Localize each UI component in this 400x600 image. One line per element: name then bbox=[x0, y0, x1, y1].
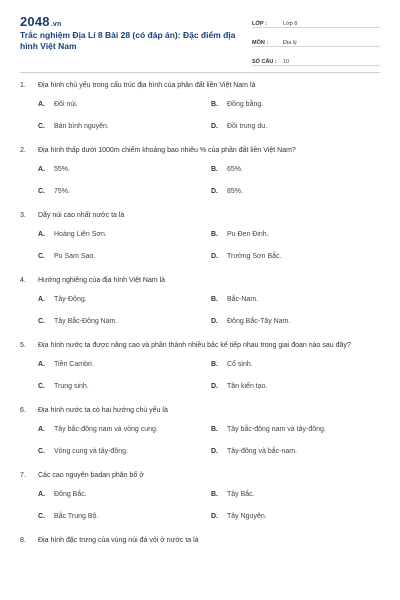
option-label: C. bbox=[38, 188, 45, 195]
answer-option-d[interactable] bbox=[193, 316, 366, 327]
answer-option-d[interactable] bbox=[193, 186, 366, 197]
answer-option-a[interactable] bbox=[20, 229, 193, 240]
answer-option-a[interactable] bbox=[20, 359, 193, 370]
question-text: Các cao nguyên badan phân bố ở bbox=[38, 472, 144, 479]
option-label: D. bbox=[211, 188, 218, 195]
option-label: D. bbox=[211, 383, 218, 390]
option-text: 75%. bbox=[54, 188, 70, 195]
meta-count-row bbox=[252, 52, 380, 66]
option-label: C. bbox=[38, 383, 45, 390]
question-number: 7. bbox=[20, 472, 26, 479]
question-number: 3. bbox=[20, 212, 26, 219]
option-label: B. bbox=[211, 296, 218, 303]
answer-option-c[interactable] bbox=[20, 316, 193, 327]
option-label: B. bbox=[211, 101, 218, 108]
option-text: Đồi núi. bbox=[54, 101, 78, 108]
answer-option-c[interactable] bbox=[20, 186, 193, 197]
logo-suffix: .vn bbox=[50, 21, 62, 28]
question-item bbox=[20, 340, 380, 392]
answer-option-c[interactable] bbox=[20, 511, 193, 522]
question-text: Địa hình nước ta có hai hướng chủ yếu là bbox=[38, 407, 168, 414]
page-header bbox=[0, 0, 400, 70]
option-text: Cổ sinh. bbox=[227, 361, 253, 368]
answer-option-a[interactable] bbox=[20, 294, 193, 305]
quiz-meta bbox=[252, 14, 380, 71]
question-number: 1. bbox=[20, 82, 26, 89]
option-text: Pu Đen Đinh. bbox=[227, 231, 269, 238]
option-label: A. bbox=[38, 491, 45, 498]
question-list bbox=[20, 80, 380, 559]
answer-option-c[interactable] bbox=[20, 446, 193, 457]
option-text: Bắc-Nam. bbox=[227, 296, 259, 303]
answer-option-a[interactable] bbox=[20, 99, 193, 110]
option-text: 55%. bbox=[54, 166, 70, 173]
option-label: C. bbox=[38, 123, 45, 130]
question-number: 5. bbox=[20, 342, 26, 349]
question-number: 8. bbox=[20, 537, 26, 544]
option-label: A. bbox=[38, 296, 45, 303]
option-text: Tây bắc-đông nam và vòng cung. bbox=[54, 426, 158, 433]
option-label: B. bbox=[211, 166, 218, 173]
option-label: A. bbox=[38, 101, 45, 108]
meta-value: Lớp 8 bbox=[283, 21, 298, 27]
option-label: C. bbox=[38, 318, 45, 325]
option-label: B. bbox=[211, 491, 218, 498]
meta-label: LỚP : bbox=[252, 21, 267, 27]
option-text: Tiền Cambri. bbox=[54, 361, 94, 368]
question-number: 4. bbox=[20, 277, 26, 284]
option-text: Tân kiến tạo. bbox=[227, 383, 268, 390]
option-text: Bán bình nguyên. bbox=[54, 123, 109, 130]
option-text: Tây bắc-đông nam và tây-đông. bbox=[227, 426, 326, 433]
answer-option-d[interactable] bbox=[193, 251, 366, 262]
option-text: Trung sinh. bbox=[54, 383, 89, 390]
option-label: D. bbox=[211, 123, 218, 130]
question-text: Địa hình đặc trưng của vùng núi đá vôi ở nước ta là bbox=[38, 537, 199, 544]
answer-option-b[interactable] bbox=[193, 99, 366, 110]
answer-option-b[interactable] bbox=[193, 424, 366, 435]
header-divider bbox=[20, 72, 380, 73]
option-text: 65%. bbox=[227, 166, 243, 173]
answer-option-d[interactable] bbox=[193, 381, 366, 392]
answer-option-c[interactable] bbox=[20, 381, 193, 392]
option-label: C. bbox=[38, 448, 45, 455]
option-text: Bắc Trung Bộ. bbox=[54, 513, 99, 520]
option-text: 85%. bbox=[227, 188, 243, 195]
option-label: A. bbox=[38, 231, 45, 238]
question-item bbox=[20, 145, 380, 197]
option-text: Tây Nguyên. bbox=[227, 513, 267, 520]
answer-option-b[interactable] bbox=[193, 489, 366, 500]
meta-value: 10 bbox=[283, 59, 290, 65]
option-label: B. bbox=[211, 426, 218, 433]
question-text: Địa hình nước ta được nâng cao và phân thành nhiều bậc kế tiếp nhau trong giai đoạn nào sau đây? bbox=[38, 342, 351, 349]
question-text: Địa hình chủ yếu trong cấu trúc địa hình của phần đất liền Việt Nam là bbox=[38, 82, 256, 89]
option-label: C. bbox=[38, 513, 45, 520]
question-number: 2. bbox=[20, 147, 26, 154]
question-text: Địa hình thấp dưới 1000m chiếm khoảng bao nhiêu % của phần đất liền Việt Nam? bbox=[38, 147, 296, 154]
option-text: Tây Bắc. bbox=[227, 491, 255, 498]
meta-subject-row bbox=[252, 33, 380, 47]
question-item bbox=[20, 405, 380, 457]
answer-option-c[interactable] bbox=[20, 251, 193, 262]
option-label: A. bbox=[38, 426, 45, 433]
question-text: Hướng nghiêng của địa hình Việt Nam là bbox=[38, 277, 166, 284]
question-item bbox=[20, 470, 380, 522]
answer-option-d[interactable] bbox=[193, 446, 366, 457]
site-logo[interactable] bbox=[20, 14, 61, 29]
option-label: C. bbox=[38, 253, 45, 260]
question-item bbox=[20, 275, 380, 327]
answer-option-d[interactable] bbox=[193, 511, 366, 522]
option-text: Đồng bằng. bbox=[227, 101, 264, 108]
option-label: D. bbox=[211, 448, 218, 455]
option-text: Đông Bắc. bbox=[54, 491, 87, 498]
answer-option-d[interactable] bbox=[193, 121, 366, 132]
option-text: Vòng cung và tây-đông. bbox=[54, 448, 128, 455]
answer-option-a[interactable] bbox=[20, 424, 193, 435]
logo-text: 2048 bbox=[20, 14, 50, 29]
question-item bbox=[20, 80, 380, 132]
meta-label: SỐ CÂU : bbox=[252, 59, 277, 65]
answer-option-c[interactable] bbox=[20, 121, 193, 132]
answer-option-b[interactable] bbox=[193, 164, 366, 175]
meta-label: MÔN : bbox=[252, 40, 269, 46]
option-text: Đồi trung du. bbox=[227, 123, 268, 130]
answer-option-b[interactable] bbox=[193, 294, 366, 305]
question-number: 6. bbox=[20, 407, 26, 414]
option-text: Tây-đông và bắc-nam. bbox=[227, 448, 298, 455]
meta-value: Địa lý bbox=[283, 40, 297, 46]
answer-option-b[interactable] bbox=[193, 359, 366, 370]
option-label: B. bbox=[211, 231, 218, 238]
answer-option-a[interactable] bbox=[20, 489, 193, 500]
question-item bbox=[20, 210, 380, 262]
question-text: Dãy núi cao nhất nước ta là bbox=[38, 212, 125, 219]
option-label: D. bbox=[211, 253, 218, 260]
option-label: A. bbox=[38, 166, 45, 173]
option-text: Pu Sam Sao. bbox=[54, 253, 96, 260]
answer-option-a[interactable] bbox=[20, 164, 193, 175]
option-text: Đông Bắc-Tây Nam. bbox=[227, 318, 291, 325]
option-text: Tây Bắc-Đông Nam. bbox=[54, 318, 118, 325]
option-text: Trường Sơn Bắc. bbox=[227, 253, 282, 260]
answer-option-b[interactable] bbox=[193, 229, 366, 240]
page-title: Trắc nghiệm Địa Lí 8 Bài 28 (có đáp án): Đặc điểm địa hình Việt Nam bbox=[20, 30, 236, 51]
option-label: D. bbox=[211, 513, 218, 520]
option-label: B. bbox=[211, 361, 218, 368]
option-text: Tây-Đông. bbox=[54, 296, 87, 303]
question-item bbox=[20, 535, 380, 546]
option-label: A. bbox=[38, 361, 45, 368]
option-text: Hoàng Liên Sơn. bbox=[54, 231, 107, 238]
meta-grade-row bbox=[252, 14, 380, 28]
option-label: D. bbox=[211, 318, 218, 325]
